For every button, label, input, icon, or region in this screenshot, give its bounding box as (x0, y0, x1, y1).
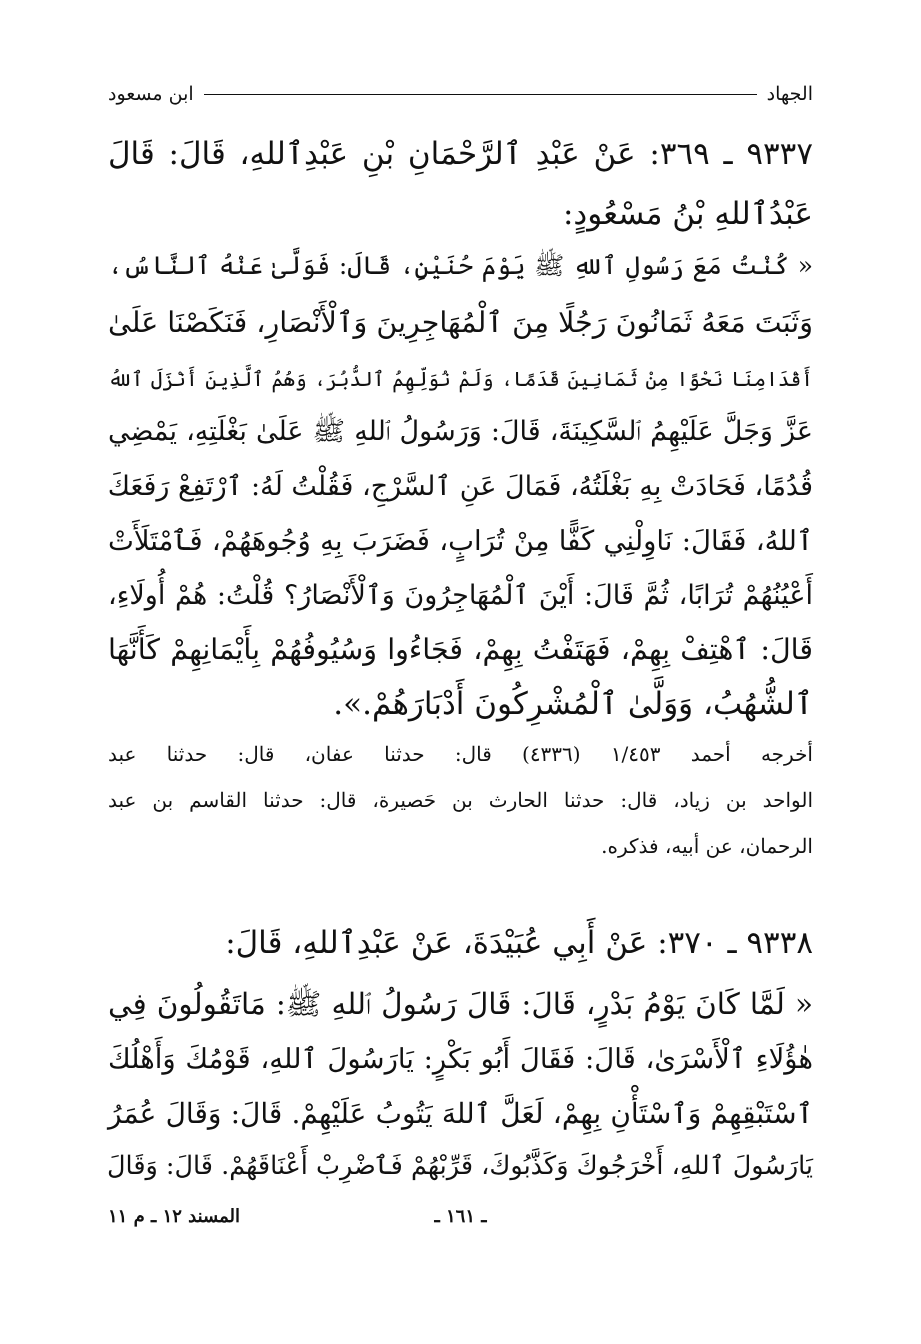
hadith-9337-line-1: ٩٣٣٧ ـ ٣٦٩: عَنْ عَبْدِ ٱلرَّحْمَانِ بْنِ عَبْدِٱللهِ، قَالَ: قَالَ (108, 136, 813, 172)
page-footer (108, 1206, 813, 1236)
hadith-9338-line-5: يَارَسُولَ ٱللهِ، أَخْرَجُوكَ وَكَذَّبُوكَ، قَرِّبْهُمْ فَٱضْرِبْ أَعْنَاقَهُمْ. قَالَ: وَقَالَ (107, 1151, 813, 1181)
hadith-9337-line-3: « كُنْتُ مَعَ رَسُولِ ٱللهِ ﷺ يَوْمَ حُنَيْنٍ، قَالَ: فَوَلَّىٰ عَنْهُ ٱلنَّاسُ، (108, 251, 813, 280)
hadith-9337-line-10: قَالَ: ٱهْتِفْ بِهِمْ، فَهَتَفْتُ بِهِمْ، فَجَاءُوا وَسُيُوفُهُمْ بِأَيْمَانِهِمْ كَأَنَّهَا (108, 633, 813, 666)
header-rule (204, 94, 757, 95)
header-narrator-title: ابن مسعود (108, 83, 194, 105)
hadith-9337-line-7: قُدُمًا، فَحَادَتْ بِهِ بَغْلَتُهُ، فَمَالَ عَنِ ٱلسَّرْجِ، فَقُلْتُ لَهُ: ٱرْتَفِعْ رَفَعَكَ (107, 471, 813, 502)
hadith-9337-line-5: أَقْدَامِنَا نَحْوًا مِنْ ثَمَانِينَ قَدَمًا، وَلَمْ نُوَلِّهِمُ ٱلدُّبُرَ، وَهُمُ ٱلَّذِينَ أَنْزَلَ ٱللهُ (108, 367, 813, 391)
takhrij-line-1: أخرجه أحمد ١/٤٥٣ (٤٣٣٦) قال: حدثنا عفان، قال: حدثنا عبد (108, 742, 813, 766)
printer-signature: المسند ١٢ ـ م ١١ (108, 1206, 241, 1227)
header-chapter-title: الجهاد (766, 83, 813, 105)
hadith-9337-line-6: عَزَّ وَجَلَّ عَلَيْهِمُ ٱلسَّكِينَةَ، قَالَ: وَرَسُولُ ٱللهِ ﷺ عَلَىٰ بَغْلَتِهِ، يَمْضِي (108, 416, 813, 447)
hadith-9337-line-4: وَثَبَتَ مَعَهُ ثَمَانُونَ رَجُلًا مِنَ ٱلْمُهَاجِرِينَ وَٱلْأَنْصَارِ، فَنَكَصْنَا عَلَىٰ (108, 306, 813, 339)
hadith-9337-line-11: ٱلشُّهُبُ، وَوَلَّىٰ ٱلْمُشْرِكُونَ أَدْبَارَهُمْ.». (333, 686, 813, 722)
hadith-9337-line-8: ٱللهُ، فَقَالَ: نَاوِلْنِي كَفًّا مِنْ تُرَابٍ، فَضَرَبَ بِهِ وُجُوهَهُمْ، فَٱمْتَلَأَتْ (108, 525, 813, 557)
hadith-9338-line-3: هٰؤُلَاءِ ٱلْأَسْرَىٰ، قَالَ: فَقَالَ أَبُو بَكْرٍ: يَارَسُولَ ٱللهِ، قَوْمُكَ وَأَهْلُكَ (108, 1043, 813, 1075)
page-number: ـ ١٦١ ـ (434, 1206, 487, 1227)
takhrij-line-2: الواحد بن زياد، قال: حدثنا الحارث بن حَصيرة، قال: حدثنا القاسم بن عبد (108, 788, 813, 812)
hadith-9337-line-2: عَبْدُٱللهِ بْنُ مَسْعُودٍ: (562, 196, 813, 232)
takhrij-line-3: الرحمان، عن أبيه، فذكره. (601, 834, 813, 858)
hadith-9338-line-2: « لَمَّا كَانَ يَوْمُ بَدْرٍ، قَالَ: قَالَ رَسُولُ ٱللهِ ﷺ: مَاتَقُولُونَ فِي (108, 987, 813, 1021)
hadith-9337-line-9: أَعْيُنُهُمْ تُرَابًا، ثُمَّ قَالَ: أَيْنَ ٱلْمُهَاجِرُونَ وَٱلْأَنْصَارُ؟ قُلْتُ: هُمْ أُولَاءِ، (108, 580, 813, 611)
hadith-9338-line-4: ٱسْتَبْقِهِمْ وَٱسْتَأْنِ بِهِمْ، لَعَلَّ ٱللهَ يَتُوبُ عَلَيْهِمْ. قَالَ: وَقَالَ عُمَرُ (108, 1097, 813, 1130)
hadith-9338-line-1: ٩٣٣٨ ـ ٣٧٠: عَنْ أَبِي عُبَيْدَةَ، عَنْ عَبْدِٱللهِ، قَالَ: (225, 925, 813, 961)
running-header (108, 80, 813, 108)
